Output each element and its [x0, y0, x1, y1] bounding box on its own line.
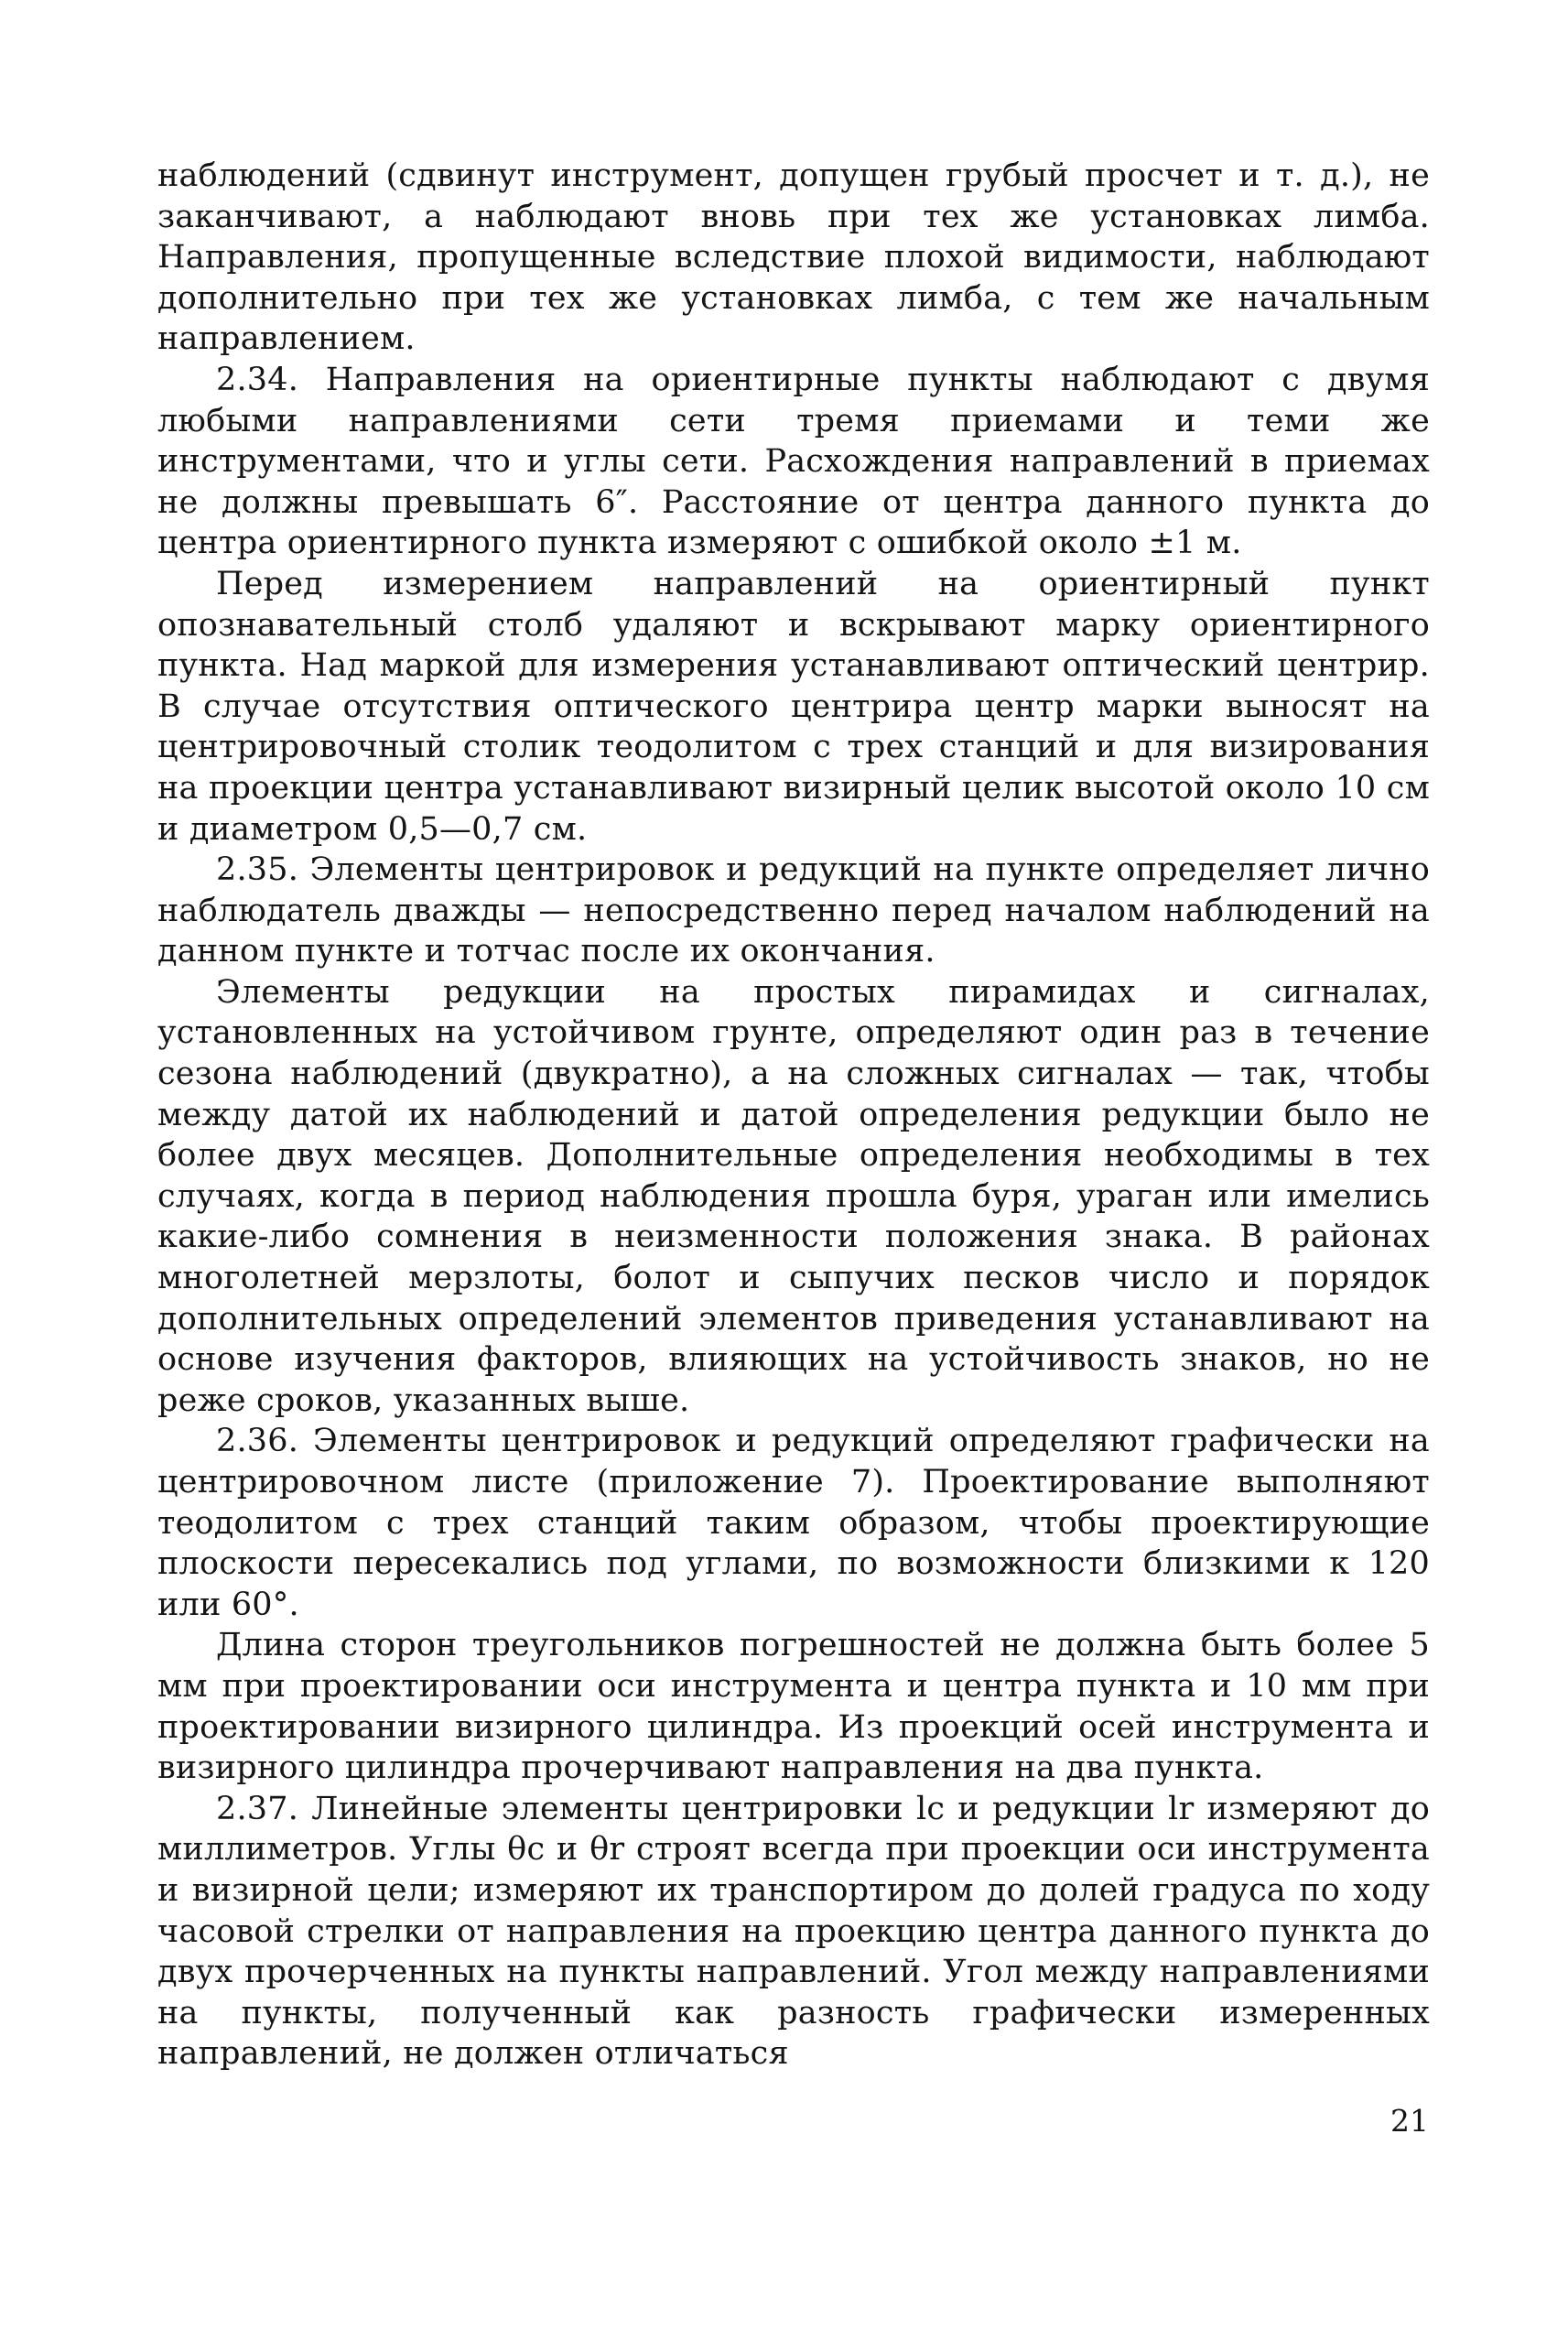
- document-page: [157, 156, 1430, 2074]
- paragraph-2-35: 2.35. Элементы центрировок и редукций на пункте определяет лично наблюдатель дважды — непосредственно перед началом наблюдений на данном пункте и тотчас после их окончания.: [157, 851, 1430, 970]
- page-number: 21: [1390, 2103, 1429, 2139]
- paragraph-2-34: 2.34. Направления на ориентирные пункты наблюдают с двумя любыми направлениями сети тремя приемами и теми же инструментами, что и углы сети. Расхождения направлений в приемах не должны превышать 6″. Расстояние от центра данного пункта до центра ориентирного пункта измеряют с ошибкой около ±1 м.: [157, 361, 1430, 562]
- paragraph-2-36: 2.36. Элементы центрировок и редукций определяют графически на центрировочном листе (приложение 7). Проектирование выполняют теодолитом с трех станций таким образом, чтобы проектирующие плоскости пересекались под углами, по возможности близкими к 120 или 60°.: [157, 1423, 1430, 1623]
- paragraph-2-37: 2.37. Линейные элементы центрировки lc и редукции lr измеряют до миллиметров. Углы θc и θr строят всегда при проекции оси инструмента и визирной цели; измеряют их транспортиром до долей градуса по ходу часовой стрелки от направления на проекцию центра данного пункта до двух прочерченных на пункты направлений. Угол между направлениями на пункты, полученный как разность графически измеренных направлений, не должен отличаться: [157, 1790, 1430, 2073]
- paragraph-orientation-mark: Перед измерением направлений на ориентирный пункт опознавательный столб удаляют и вскрывают марку ориентирного пункта. Над маркой для измерения устанавливают оптический центрир. В случае отсутствия оптического центрира центр марки выносят на центрировочный столик теодолитом с трех станций и для визирования на проекции центра устанавливают визирный целик высотой около 10 см и диаметром 0,5—0,7 см.: [157, 565, 1430, 848]
- paragraph-reduction-elements: Элементы редукции на простых пирамидах и сигналах, установленных на устойчивом грунте, определяют один раз в течение сезона наблюдений (двукратно), а на сложных сигналах — так, чтобы между датой их наблюдений и датой определения редукции было не более двух месяцев. Дополнительные определения необходимы в тех случаях, когда в период наблюдения прошла буря, ураган или имелись какие-либо сомнения в неизменности положения знака. В районах многолетней мерзлоты, болот и сыпучих песков число и порядок дополнительных определений элементов приведения устанавливают на основе изучения факторов, влияющих на устойчивость знаков, но не реже сроков, указанных выше.: [157, 973, 1430, 1419]
- paragraph-error-triangles: Длина сторон треугольников погрешностей не должна быть более 5 мм при проектировании оси инструмента и центра пункта и 10 мм при проектировании визирного цилиндра. Из проекций осей инструмента и визирного цилиндра прочерчивают направления на два пункта.: [157, 1627, 1430, 1787]
- paragraph-continuation: наблюдений (сдвинут инструмент, допущен грубый просчет и т. д.), не заканчивают, а наблюдают вновь при тех же установках лимба. Направления, пропущенные вследствие плохой видимости, наблюдают дополнительно при тех же установках лимба, с тем же начальным направлением.: [157, 157, 1430, 358]
